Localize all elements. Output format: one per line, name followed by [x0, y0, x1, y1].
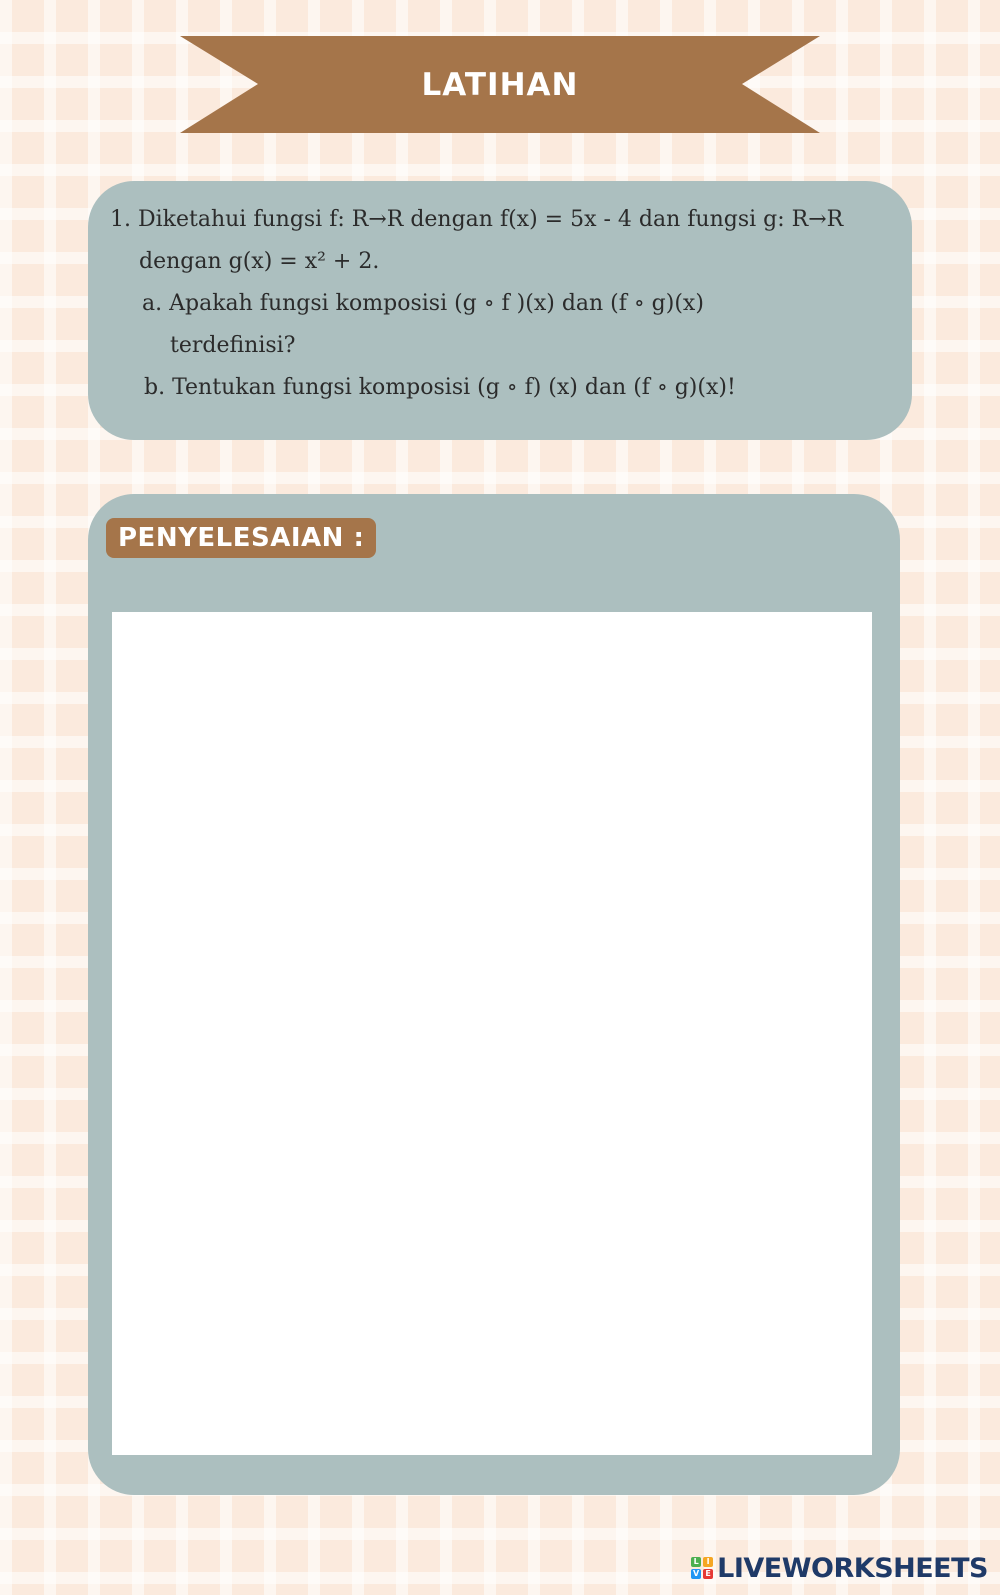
page-title: LATIHAN [421, 66, 579, 103]
logo-letter: E [703, 1569, 713, 1579]
answer-card [88, 494, 900, 1495]
liveworksheets-logo [691, 1552, 988, 1584]
question-part-b: b. Tentukan fungsi komposisi (g ∘ f) (x) dan (f ∘ g)(x)! [144, 375, 736, 400]
answer-label: PENYELESAIAN : [106, 518, 376, 558]
brand-name: LIVEWORKSHEETS [717, 1552, 988, 1584]
liveworksheets-logo-icon [691, 1557, 713, 1579]
question-card [88, 181, 912, 440]
question-text-line-2: dengan g(x) = x² + 2. [139, 249, 380, 274]
answer-input[interactable] [112, 612, 872, 1455]
logo-letter: L [691, 1557, 701, 1567]
logo-letter: V [693, 1569, 700, 1578]
title-banner [180, 36, 820, 133]
logo-letter: I [703, 1557, 713, 1567]
question-text-line-1: 1. Diketahui fungsi f: R→R dengan f(x) = 5x - 4 dan fungsi g: R→R [110, 207, 844, 232]
question-part-a-line-1: a. Apakah fungsi komposisi (g ∘ f )(x) dan (f ∘ g)(x) [142, 291, 704, 316]
question-part-a-line-2: terdefinisi? [170, 333, 296, 358]
